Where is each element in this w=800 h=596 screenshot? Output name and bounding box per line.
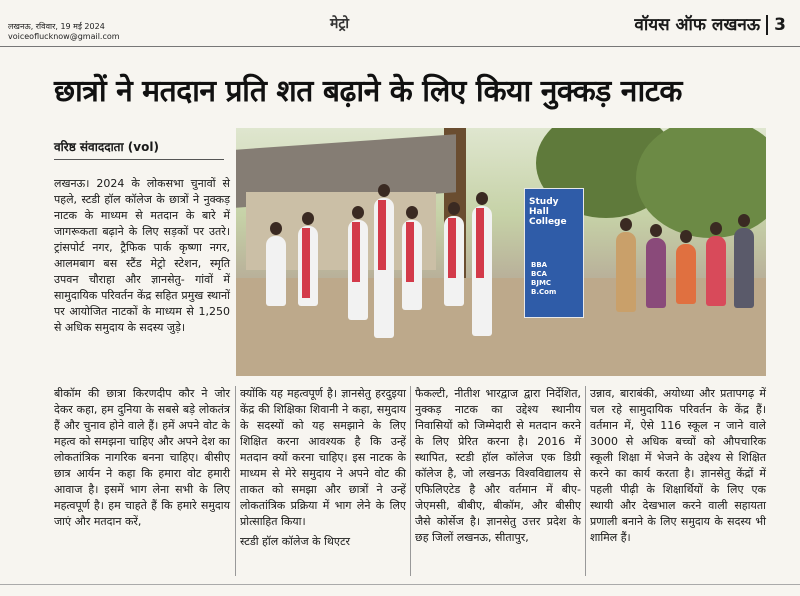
banner-course: BCA (531, 270, 547, 278)
person-head (680, 230, 692, 243)
section-name: मेट्रो (330, 16, 350, 32)
banner-courses (531, 261, 577, 297)
person-head (710, 222, 722, 235)
dateline-block (8, 22, 120, 42)
person-head (620, 218, 632, 231)
paragraph: क्योंकि यह महत्वपूर्ण है। ज्ञानसेतु हरदुइया केंद्र की शिक्षिका शिवानी ने कहा, समुदाय के सदस्यों को यह समझाने के लिए शिक्षित करना आवश्यक है कि उन्हें मतदान क्यों करना चाहिए। इस नाटक के माध्यम से मेरे समुदाय ने अपने वोट की ताकत को समझा और छात्रों ने उन्हें लोकतांत्रिक प्रक्रिया में भाग लेने के लिए प्रोत्साहित किया। (240, 387, 406, 528)
person-head (476, 192, 488, 205)
person-head (738, 214, 750, 227)
paragraph: बीकॉम की छात्रा किरणदीप कौर ने जोर देकर कहा, हम दुनिया के सबसे बड़े लोकतंत्र हैं और चुनाव होने वाले हैं। हमें अपने वोट के महत्व को समझना चाहिए और अपने देश का लोकतांत्रिक नागरिक बनना चाहिए। बीसीए छात्र आर्यन ने कहा कि हमारा वोट हमारी आवाज है। इसमें भाग लेना सभी के लिए महत्वपूर्ण है। हम चाहते हैं कि हमारे समुदाय जाएं और मतदान करें, (54, 387, 230, 528)
person-head (406, 206, 418, 219)
college-banner (524, 188, 584, 318)
banner-course: BJMC (531, 279, 552, 287)
masthead-strip (0, 0, 800, 48)
headline: छात्रों ने मतदान प्रति शत बढ़ाने के लिए किया नुक्कड़ नाटक (54, 74, 682, 109)
email: voiceoflucknow@gmail.com (8, 32, 120, 41)
brand-name: वॉयस ऑफ लखनऊ (634, 15, 761, 35)
person (266, 236, 286, 306)
person (616, 232, 636, 312)
bottom-rule (0, 584, 800, 585)
person-head (448, 202, 460, 215)
column-4 (590, 386, 766, 550)
banner-course: BBA (531, 261, 548, 269)
top-rule (0, 46, 800, 47)
article-photo (236, 128, 766, 376)
sash (352, 222, 360, 282)
column-divider (410, 386, 411, 576)
person-head (378, 184, 390, 197)
column-divider (235, 386, 236, 576)
paragraph: उन्नाव, बाराबंकी, अयोध्या और प्रतापगढ़ में चल रहे सामुदायिक परिवर्तन के केंद्र हैं। वर्तमान में, ऐसे 116 स्कूल न जाने वाले 3000 से अधिक बच्चों को औपचारिक स्कूली शिक्षा में भेजने के उद्देश्य से शिक्षित करने का कार्य करता है। ज्ञानसेतु केंद्रों में पहली पीढ़ी के शिक्षार्थियों के लिए एक स्थायी और देखभाल करने वाली सहायता प्रणाली बनाने के लिए समुदाय के सदस्य भी शामिल हैं। (590, 387, 766, 544)
page-number: 3 (766, 15, 786, 35)
person-head (650, 224, 662, 237)
column-3 (415, 386, 581, 550)
column-2 (240, 386, 406, 554)
person (734, 228, 754, 308)
byline: वरिष्ठ संवाददाता (vol) (54, 138, 224, 160)
paragraph: लखनऊ। 2024 के लोकसभा चुनावों से पहले, स्टडी हॉल कॉलेज के छात्रों ने नुक्कड़ नाटक के माध्यम से मतदान के बारे में जागरूकता बढ़ाने के लिए सड़कों पर उतरे। ट्रांसपोर्ट नगर, ट्रैफिक पार्क कृष्णा नगर, आलमबाग बस स्टैंड मेट्रो स्टेशन, स्मृति उपवन चौराहा और ज्ञानसेतु- गांवों में सामुदायिक परिवर्तन केंद्र सहित प्रमुख स्थानों पर आयोजित नाटकों के माध्यम से 1,250 से अधिक समुदाय के सदस्य जुड़े। (54, 177, 230, 334)
banner-course: B.Com (531, 288, 557, 296)
column-divider (585, 386, 586, 576)
banner-title: Study Hall College (529, 197, 567, 227)
person-head (270, 222, 282, 235)
column-1 (54, 386, 230, 534)
sash (378, 200, 386, 270)
person (646, 238, 666, 308)
person (706, 236, 726, 306)
column-1-top (54, 176, 230, 340)
sash (476, 208, 484, 278)
person-head (352, 206, 364, 219)
paragraph: फैकल्टी, नीतीश भारद्वाज द्वारा निर्देशित, नुक्कड़ नाटक का उद्देश्य स्थानीय निवासियों को जिम्मेदारी से मतदान करने के लिए प्रेरित करना है। 2016 में स्थापित, स्टडी हॉल कॉलेज एक डिग्री कॉलेज है, जो लखनऊ विश्वविद्यालय से एफिलिएटेड है और वर्तमान में बीए-जेएमसी, बीबीए, बीकॉम, और बीसीए जैसे कोर्सेज है। ज्ञानसेतु उत्तर प्रदेश के छह जिलों लखनऊ, सीतापुर, (415, 387, 581, 544)
sash (302, 228, 310, 298)
paragraph: स्टडी हॉल कॉलेज के थिएटर (240, 535, 351, 548)
brand (634, 12, 786, 35)
person (676, 244, 696, 304)
sash (448, 218, 456, 278)
dateline: लखनऊ, रविवार, 19 मई 2024 (8, 22, 105, 31)
sash (406, 222, 414, 282)
person-head (302, 212, 314, 225)
